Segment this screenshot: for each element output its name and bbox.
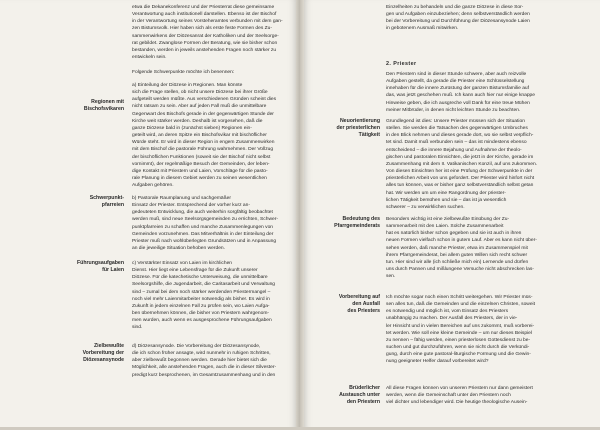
margin-heading-diozesansynode: Zielbewußte Vorbereitung der Diözesansynode	[82, 343, 124, 363]
right-intro-paragraph: Einzelheiten zu behandeln und die ganze Diözese in diese Sor- gen und Aufgaben einzubeziehen; denn selbstverständlich werden bei der Vorbereitung und Durchführung der Diözesansynode Laien in gebotenem Ausmaß mitwirken.	[386, 5, 530, 32]
section-heading-priester: 2. Priester	[386, 61, 417, 67]
left-page	[0, 0, 296, 430]
ausfall-paragraph: Ich möchte sogar noch einen Schritt weitergehen. Wir Priester müs- sen alles tun, daß die Gemeinden und die einzelnen Christen, soweit es notwendig und möglich ist, vom Einsatz des Priesters unabhängig zu machen. Der Ausfall des Priesters, der in vie- ler Hinsicht und in vielen Bereichen auf uns zukommt, muß vorberei- tet werden. Wie soll eine kleine Gemeinde – um nur dieses Beispiel zu nennen – fähig werden, einen priesterlosen Gottesdienst zu be- suchen und gut durchzuführen, wenn sie nicht durch die Verkündi- gung, durch eine gute pastoral-liturgische Formung und die Gewin- nung geeigneter Helfer darauf vorbereitet wird?	[386, 295, 535, 365]
margin-heading-regionen: Regionen mit Bischofsvikaren	[83, 99, 124, 112]
section-c-paragraph: c) Verstärkter Einsatz von Laien im kirchlichen Dienst. Hier liegt eine Lebensfrage für die Zukunft unserer Diözese. Für die katechetische Unterweisung, die unmittelbare Seelsorgshilfe, die Jugendarbeit, die Caritasarbeit und Verwaltung sind – zumal bei dem noch stärker werdenden Priestermangel – noch viel mehr Laienmitarbeiter notwendig als bisher. Es wird in Zukunft in jedem einzelnen Fall zu prüfen sein, wo Laien Aufga- ben übernehmen können, die bisher von Priestern wahrgenom- men wurden, auch wenn es ausgesprochene Führungsaufgaben sind.	[132, 261, 276, 331]
margin-heading-schwerpunktpfarreien: Schwerpunkt- pfarreien	[89, 195, 124, 208]
right-page	[304, 0, 600, 430]
section-a-paragraph: a) Einteilung der Diözese in Regionen. Man könnte sich die Frage stellen, ob nicht unsere Diözese bei ihrer Größe aufgeteilt werden müßte. Aus verschiedenen Gründen scheint dies nicht ratsam zu sein. Aber auf jeden Fall muß die unmittelbare Gegenwart des Bischofs gerade in der gegenwärtigen Stunde der Kirche weit stärker werden. Deshalb ist vorgesehen, daß die ganze Diözese bald in (zunächst sieben) Regionen ein- geteilt wird, an deren Spitze ein Bischofsvikar mit bischöflicher Würde steht. Er wird in dieser Region in engem Zusammenwirken mit dem Bischof die pastorale Führung wahrnehmen. Der Vollzug der bischöflichen Funktionen (soweit sie der Bischof nicht selbst vornimmt), der regelmäßige Besuch der Gemeinden, der leben- dige Kontakt mit Priestern und Laien, Vorschläge für die pasto- rale Planung in diesem Gebiet werden zu seinen wesentlichen Aufgaben gehören.	[132, 83, 277, 189]
book-gutter	[296, 0, 304, 430]
pfarrgemeinderat-paragraph: Besonders wichtig ist eine zielbewußte Einübung der Zu- sammenarbeit mit den Laien. Solche Zusammenarbeit hat es natürlich bisher schon gegeben und sie ist auch in ihren neuen Formen vielfach schon in gutem Lauf. Aber es kann nicht über- sehen werden, daß manche Priester, etwa im Zusammenspiel mit ihrem Pfarrgemeinderat, bei allem guten Willen sich recht schwer tun. Hier sind wir alle (ich schließe mich ein) Lernende und dürfen uns durch Pannen und mißlungene Versuche nicht abschrecken las- sen.	[386, 217, 537, 280]
margin-heading-neuorientierung: Neuorientierung der priesterlichen Tätigkeit	[336, 118, 380, 138]
priester-intro-paragraph: Den Priestern sind in dieser Stunde schwere, aber auch reizvolle Aufgaben gestellt, da gerade die Priester eine Schlüsselstellung innehaben für die innere Zurüstung der ganzen Bistumsfamilie auf das, was jetzt geschehen muß. Ich kann auch hier nur einige knappe Hinweise geben, die ich ausgreche voll Dank für eine treue Mühen meiner Mitbrüder, in denen nicht leichten Stunde zu beachten.	[386, 72, 535, 113]
margin-heading-austausch: Brüderlicher Austausch unter den Priestern	[339, 385, 380, 405]
margin-heading-pfarrgemeinderat: Bedeutung des Pfarrgemeinderats	[334, 216, 380, 229]
section-d-paragraph: d) Diözesansynode. Die Vorbereitung der Diözesansynode, die ich schon früher ansagte, wird nunmehr in ruhigen Schritten, aber zielbewußt begonnen werden. Gerade hier bietet sich die Möglichkeit, alle anstehenden Fragen, auch die in dieser Silvester- predigt kurz besprochenen, im Gesamtzusammenhang und in den	[132, 344, 277, 378]
neuorientierung-paragraph: Grundlegend ist dies: Unsere Priester müssen sich der Situation stellen. Sie werden die Tatsachen des gegenwärtigen Umbruches in den Blick nehmen und dieses gerade dort, wo sie selbst verpflich- tet sind. Damit muß verbunden sein – das ist mindestens ebenso entscheidend – die innere Bejahung und Aufnahme der theolo- gischen und pastoralen Einsichten, die jetzt in der Kirche, gerade im Zusammenhang mit dem II. Vatikanischen Konzil, auf uns zukommen. Von diesen Einsichten her ist eine Prüfung der Schwerpunkte in der priesterlichen Arbeit von uns gefordert. Der Priester wird hinfort nicht alles tun können, was er bisher ganz selbstverständlich selbst getan hat. Wir werden um um eine Rangordnung der priester- lichen Tätigkeit bemühen und sie – das ist ja wesentlich schwerer – zu verwirklichen suchen.	[386, 119, 538, 210]
austausch-paragraph: All diese Fragen können von unseren Priestern nur dann gemeistert werden, wenn die Gemeinschaft unter den Priestern noch viel dichter und lebendiger wird. Die heutige theologische Ausein-	[386, 386, 533, 406]
margin-heading-ausfall: Vorbereitung auf den Ausfall des Priesters	[338, 294, 380, 314]
left-lead-sentence: Folgende Schwerpunkte möchte ich benennen:	[132, 70, 235, 75]
left-intro-paragraph: etwa die Dekanekonferenz und der Priesterrat diese gemeinsame Verantwortung auch institutionell darstellen. Ebenso ist der Bischof in der Verantwortung seines Vorsteheramtes verbunden mit dem gan- zen Bistumsvolk. Hier haben sich als erste feste Formen des Zu- sammenwirkens der Diözesanrat der Katholiken und der Seelsorge- rat gebildet. Zwanglose Formen der Beratung, wie sie bisher schon bestanden, werden in jeweils anstehenden Fragen noch stärker zu entwickeln sein.	[132, 5, 283, 61]
section-b-paragraph: b) Pastorale Raumplanung und sachgemäßer Einsatz der Priester. Entsprechend der vorher kurz an- gedeuteten Entwicklung, die auch weiterhin sorgfältig beobachtet werden muß, sind neue Seelsorgsgemeinden zu errichten, Schwer- punktpfarreien zu schaffen und manche Zusammenlegungen von Gemeinden vorzunehmen. Das Mitverhältnis in der Einteilung der Priester muß nach wohlüberlegten Grundsätzen und in Anpassung an die jeweilige Situation behoben werden.	[132, 196, 278, 252]
margin-heading-fuehrungsaufgaben: Führungsaufgaben für Laien	[77, 260, 124, 273]
